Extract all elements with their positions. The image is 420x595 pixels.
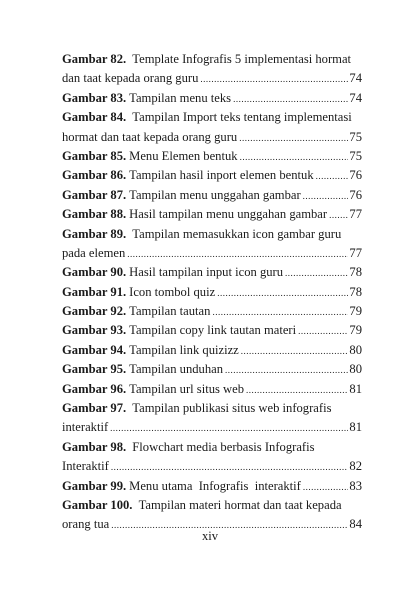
figure-title: Tampilan memasukkan icon gambar guru [132,226,342,241]
figure-label: Gambar 95. [62,362,127,377]
page-number: 76 [349,168,362,183]
toc-entry-84-line1 [62,108,362,127]
figure-title: Menu Elemen bentuk [129,148,238,163]
dot-leader [246,381,348,400]
toc-entry-88 [62,205,362,224]
page-number: 84 [349,517,362,532]
figure-title: Tampilan menu teks [129,90,232,105]
figure-title: Menu utama Infografis interaktif [129,478,301,493]
figure-label: Gambar 85. [62,148,127,163]
figure-label: Gambar 90. [62,265,127,280]
figure-title: Icon tombol quiz [129,284,216,299]
dot-leader [225,361,348,380]
dot-leader [240,148,349,167]
toc-entry-86 [62,166,362,185]
toc-entry-97-line1 [62,399,362,418]
figure-title: Tampilan copy link tautan materi [129,323,297,338]
page-number: 82 [349,459,362,474]
dot-leader [110,419,348,438]
toc-entry-98-line2 [62,457,362,476]
figure-title: Tampilan Import teks tentang implementasi [132,110,352,125]
page-number: 79 [349,323,362,338]
dot-leader [233,90,348,109]
page-number: 76 [349,187,362,202]
figure-label: Gambar 100. [62,497,133,512]
dot-leader [285,264,348,283]
figure-label: Gambar 99. [62,478,127,493]
figure-title: Template Infografis 5 implementasi hormat [132,52,352,66]
figure-label: Gambar 94. [62,342,127,357]
figure-label: Gambar 96. [62,381,127,396]
page-number: 74 [349,71,362,86]
toc-entry-95 [62,360,362,379]
figure-label: Gambar 82. [62,52,127,66]
dot-leader [298,322,348,341]
figure-title: Tampilan publikasi situs web infografis [132,401,332,416]
toc-entry-82-line2 [62,69,362,88]
page-number: 80 [349,362,362,377]
figure-title-cont: hormat dan taat kepada orang guru [62,129,238,144]
toc-entry-90 [62,263,362,282]
figure-title-cont: orang tua [62,517,110,532]
toc-entry-87 [62,186,362,205]
dot-leader [212,303,348,322]
dot-leader [111,458,349,477]
figure-title: Tampilan url situs web [129,381,245,396]
toc-entry-85 [62,147,362,166]
toc-entry-84-line2 [62,128,362,147]
dot-leader [239,129,348,148]
page-number: 83 [349,478,362,493]
list-of-figures [62,50,362,535]
figure-label: Gambar 98. [62,439,127,454]
figure-label: Gambar 83. [62,90,127,105]
toc-entry-94 [62,341,362,360]
toc-entry-93 [62,321,362,340]
page-number: 80 [349,342,362,357]
dot-leader [329,206,348,225]
dot-leader [217,284,348,303]
toc-entry-89-line2 [62,244,362,263]
toc-entry-96 [62,380,362,399]
toc-entry-97-line2 [62,418,362,437]
page-number: 77 [349,207,362,222]
figure-title-cont: pada elemen [62,245,126,260]
figure-label: Gambar 89. [62,226,127,241]
figure-label: Gambar 88. [62,207,127,222]
toc-entry-92 [62,302,362,321]
figure-label: Gambar 87. [62,187,127,202]
dot-leader [127,245,348,264]
page-number: 75 [349,148,362,163]
figure-label: Gambar 84. [62,110,127,125]
toc-entry-99 [62,477,362,496]
figure-label: Gambar 91. [62,284,127,299]
figure-title: Tampilan tautan [129,304,211,319]
toc-entry-98-line1 [62,438,362,457]
toc-entry-82-line1 [62,50,362,69]
page-number: 74 [349,90,362,105]
figure-label: Gambar 93. [62,323,127,338]
figure-title-cont: interaktif [62,420,109,435]
figure-title-cont: dan taat kepada orang guru [62,71,199,86]
figure-title: Tampilan hasil inport elemen bentuk [129,168,314,183]
dot-leader [241,342,349,361]
dot-leader [200,70,348,89]
figure-title: Hasil tampilan input icon guru [129,265,284,280]
figure-title: Flowchart media berbasis Infografis [132,439,315,454]
figure-label: Gambar 92. [62,304,127,319]
dot-leader [303,478,349,497]
page-number: 77 [349,245,362,260]
figure-label: Gambar 86. [62,168,127,183]
figure-title: Hasil tampilan menu unggahan gambar [129,207,328,222]
toc-entry-89-line1 [62,225,362,244]
figure-label: Gambar 97. [62,401,127,416]
toc-entry-91 [62,283,362,302]
toc-entry-100-line1 [62,496,362,515]
dot-leader [316,167,349,186]
figure-title: Tampilan link quizizz [129,342,239,357]
page-number: 81 [349,381,362,396]
page-number: 81 [349,420,362,435]
page-footer-number: xiv [201,529,219,543]
dot-leader [303,187,349,206]
page-number: 78 [349,284,362,299]
toc-entry-83 [62,89,362,108]
figure-title-cont: Interaktif [62,459,109,474]
page-number: 75 [349,129,362,144]
figure-title: Tampilan menu unggahan gambar [129,187,301,202]
page-number: 79 [349,304,362,319]
figure-title: Tampilan materi hormat dan taat kepada [138,497,342,512]
page-number: 78 [349,265,362,280]
figure-title: Tampilan unduhan [129,362,224,377]
